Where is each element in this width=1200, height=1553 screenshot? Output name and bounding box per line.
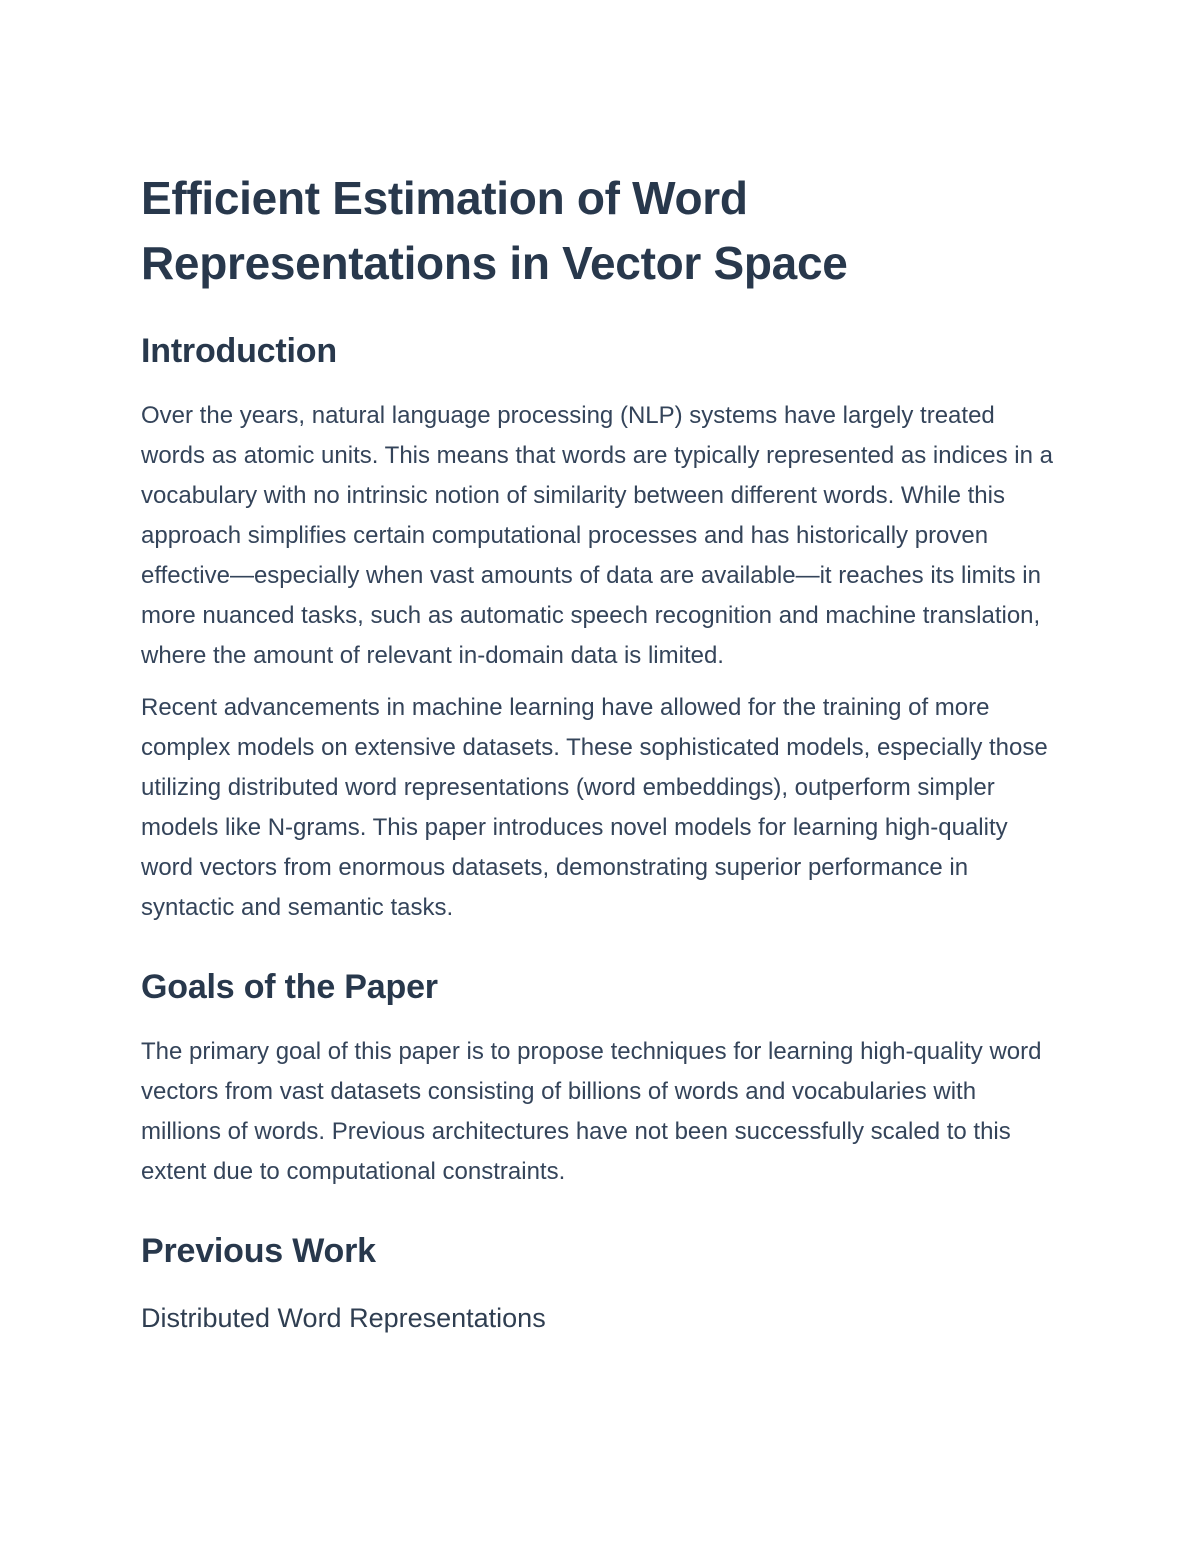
introduction-paragraph-1: Over the years, natural language processing (NLP) systems have largely treated words as atomic units. This means that words are typically represented as indices in a vocabulary with no intrinsic notion of similarity between different words. While this approach simplifies certain computational processes and has historically proven effective—especially when vast amounts of data are available—it reaches its limits in more nuanced tasks, such as automatic speech recognition and machine translation, where the amount of relevant in-domain data is limited. <box>141 402 1053 669</box>
paper-title: Efficient Estimation of Word Representations in Vector Space <box>141 172 848 289</box>
section-heading-introduction: Introduction <box>141 332 337 370</box>
section-heading-goals: Goals of the Paper <box>141 968 438 1006</box>
goals-paragraph-1: The primary goal of this paper is to propose techniques for learning high-quality word vectors from vast datasets consisting of billions of words and vocabularies with millions of words. Previous architectures have not been successfully scaled to this extent due to computational constraints. <box>141 1038 1042 1185</box>
paper-page <box>141 166 1061 1336</box>
introduction-paragraph-2: Recent advancements in machine learning have allowed for the training of more complex models on extensive datasets. These sophisticated models, especially those utilizing distributed word representations (word embeddings), outperform simpler models like N-grams. This paper introduces novel models for learning high-quality word vectors from enormous datasets, demonstrating superior performance in syntactic and semantic tasks. <box>141 694 1048 921</box>
section-heading-previous-work: Previous Work <box>141 1232 376 1270</box>
subsection-heading-distributed-word-representations: Distributed Word Representations <box>141 1303 546 1333</box>
